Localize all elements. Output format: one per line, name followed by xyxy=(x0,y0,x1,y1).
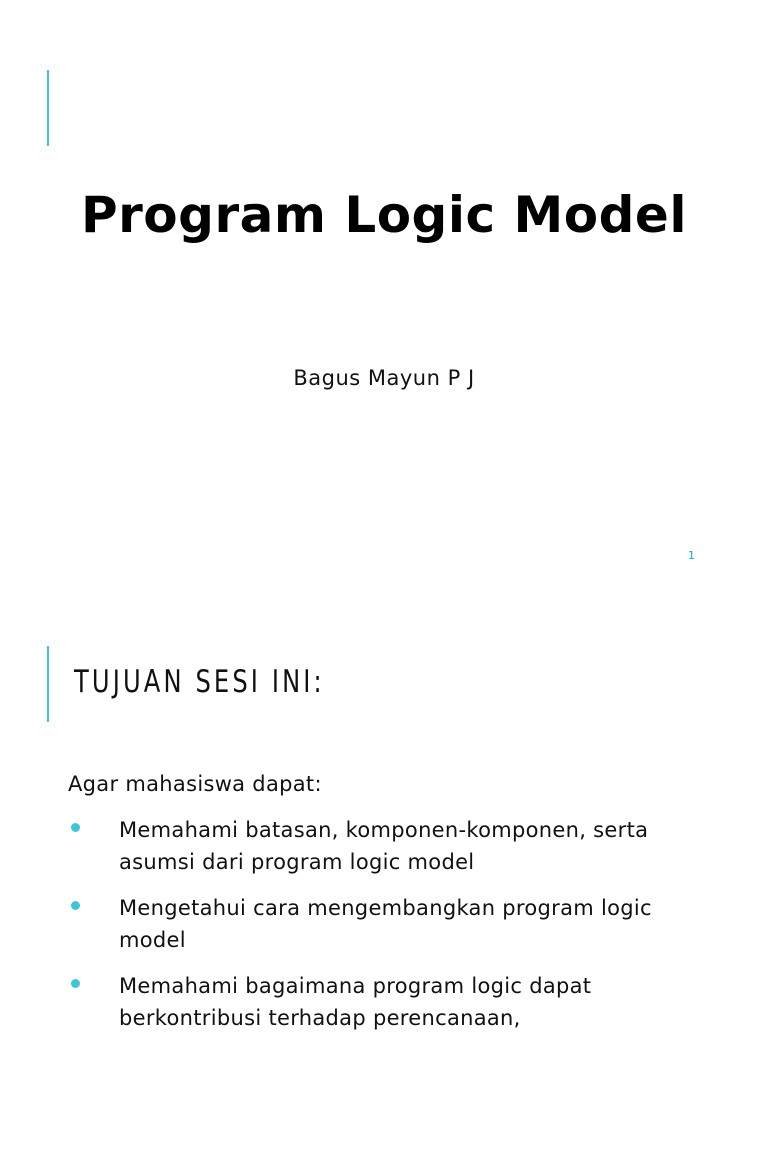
bullet-icon xyxy=(71,979,80,988)
objectives-list xyxy=(68,814,708,1048)
accent-bar xyxy=(47,646,49,722)
list-item-text: Memahami bagaimana program logic dapat berkontribusi terhadap perencanaan, xyxy=(119,974,592,1030)
objectives-slide xyxy=(0,600,768,1176)
slide-author: Bagus Mayun P J xyxy=(293,366,475,390)
list-item xyxy=(68,892,708,956)
list-item-text: Memahami batasan, komponen-komponen, serta asumsi dari program logic model xyxy=(119,818,649,874)
list-item xyxy=(68,814,708,878)
slide-title: Program Logic Model xyxy=(81,186,687,244)
section-heading: TUJUAN SESI INI: xyxy=(74,664,325,700)
bullet-icon xyxy=(71,823,80,832)
page-number: 1 xyxy=(688,549,695,562)
bullet-icon xyxy=(71,901,80,910)
intro-text: Agar mahasiswa dapat: xyxy=(68,772,322,796)
accent-bar xyxy=(47,70,49,146)
title-slide xyxy=(0,0,768,576)
list-item xyxy=(68,970,708,1034)
list-item-text: Mengetahui cara mengembangkan program logic model xyxy=(119,896,652,952)
